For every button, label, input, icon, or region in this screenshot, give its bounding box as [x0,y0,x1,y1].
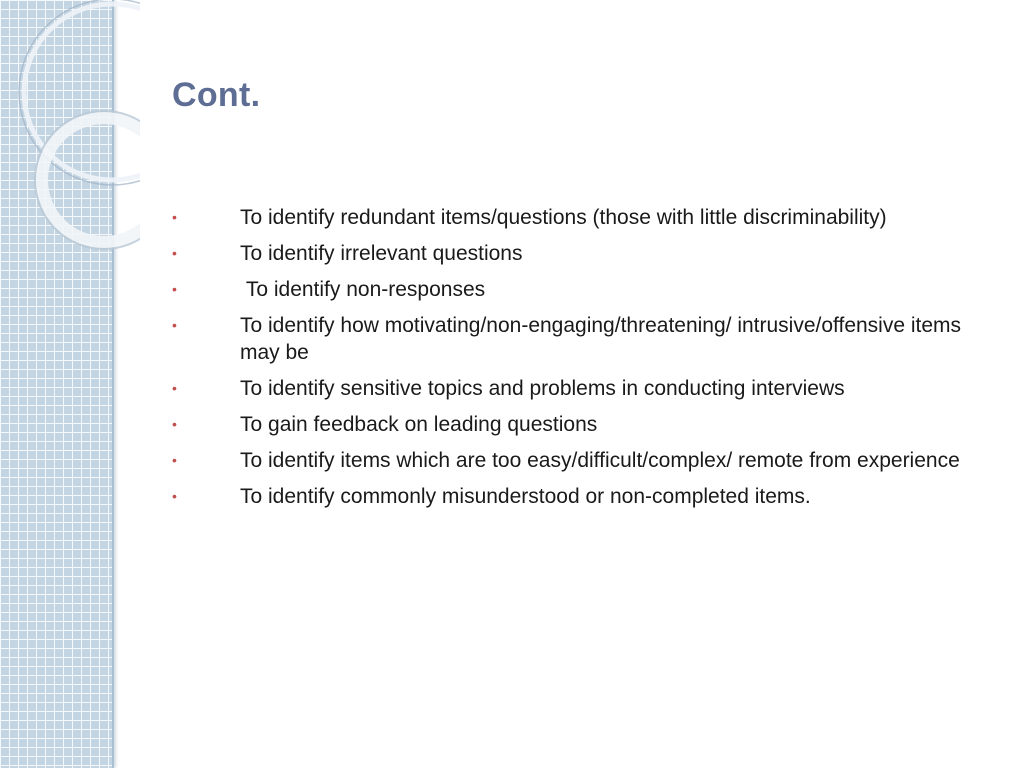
bullet-text: To identify redundant items/questions (those with little discriminability) [240,206,887,229]
bullet-text: To identify how motivating/non-engaging/threatening/ intrusive/offensive items may be [240,314,967,364]
bullet-item [172,375,1002,402]
bullet-dot-icon: • [172,317,177,333]
bullet-dot-icon: • [172,416,177,432]
decorative-rings-graphic [0,0,140,260]
slide-title: Cont. [172,76,261,114]
bullet-list [172,204,1002,519]
bullet-dot-icon: • [172,281,177,297]
bullet-item [172,240,1002,267]
bullet-item [172,411,1002,438]
decorative-grid-strip [0,0,114,768]
bullet-item [172,483,1002,510]
bullet-item [172,312,1002,366]
bullet-text: To gain feedback on leading questions [240,413,598,436]
bullet-text: To identify commonly misunderstood or non-completed items. [240,485,811,508]
bullet-item [172,276,1002,303]
bullet-text: To identify sensitive topics and problems in conducting interviews [240,377,845,400]
bullet-dot-icon: • [172,245,177,261]
bullet-dot-icon: • [172,209,177,225]
bullet-text: To identify irrelevant questions [240,242,523,265]
bullet-dot-icon: • [172,380,177,396]
bullet-item [172,204,1002,231]
bullet-item [172,447,1002,474]
bullet-dot-icon: • [172,488,177,504]
bullet-text: To identify items which are too easy/difficult/complex/ remote from experience [240,449,960,472]
bullet-text: To identify non-responses [240,278,486,301]
bullet-dot-icon: • [172,452,177,468]
